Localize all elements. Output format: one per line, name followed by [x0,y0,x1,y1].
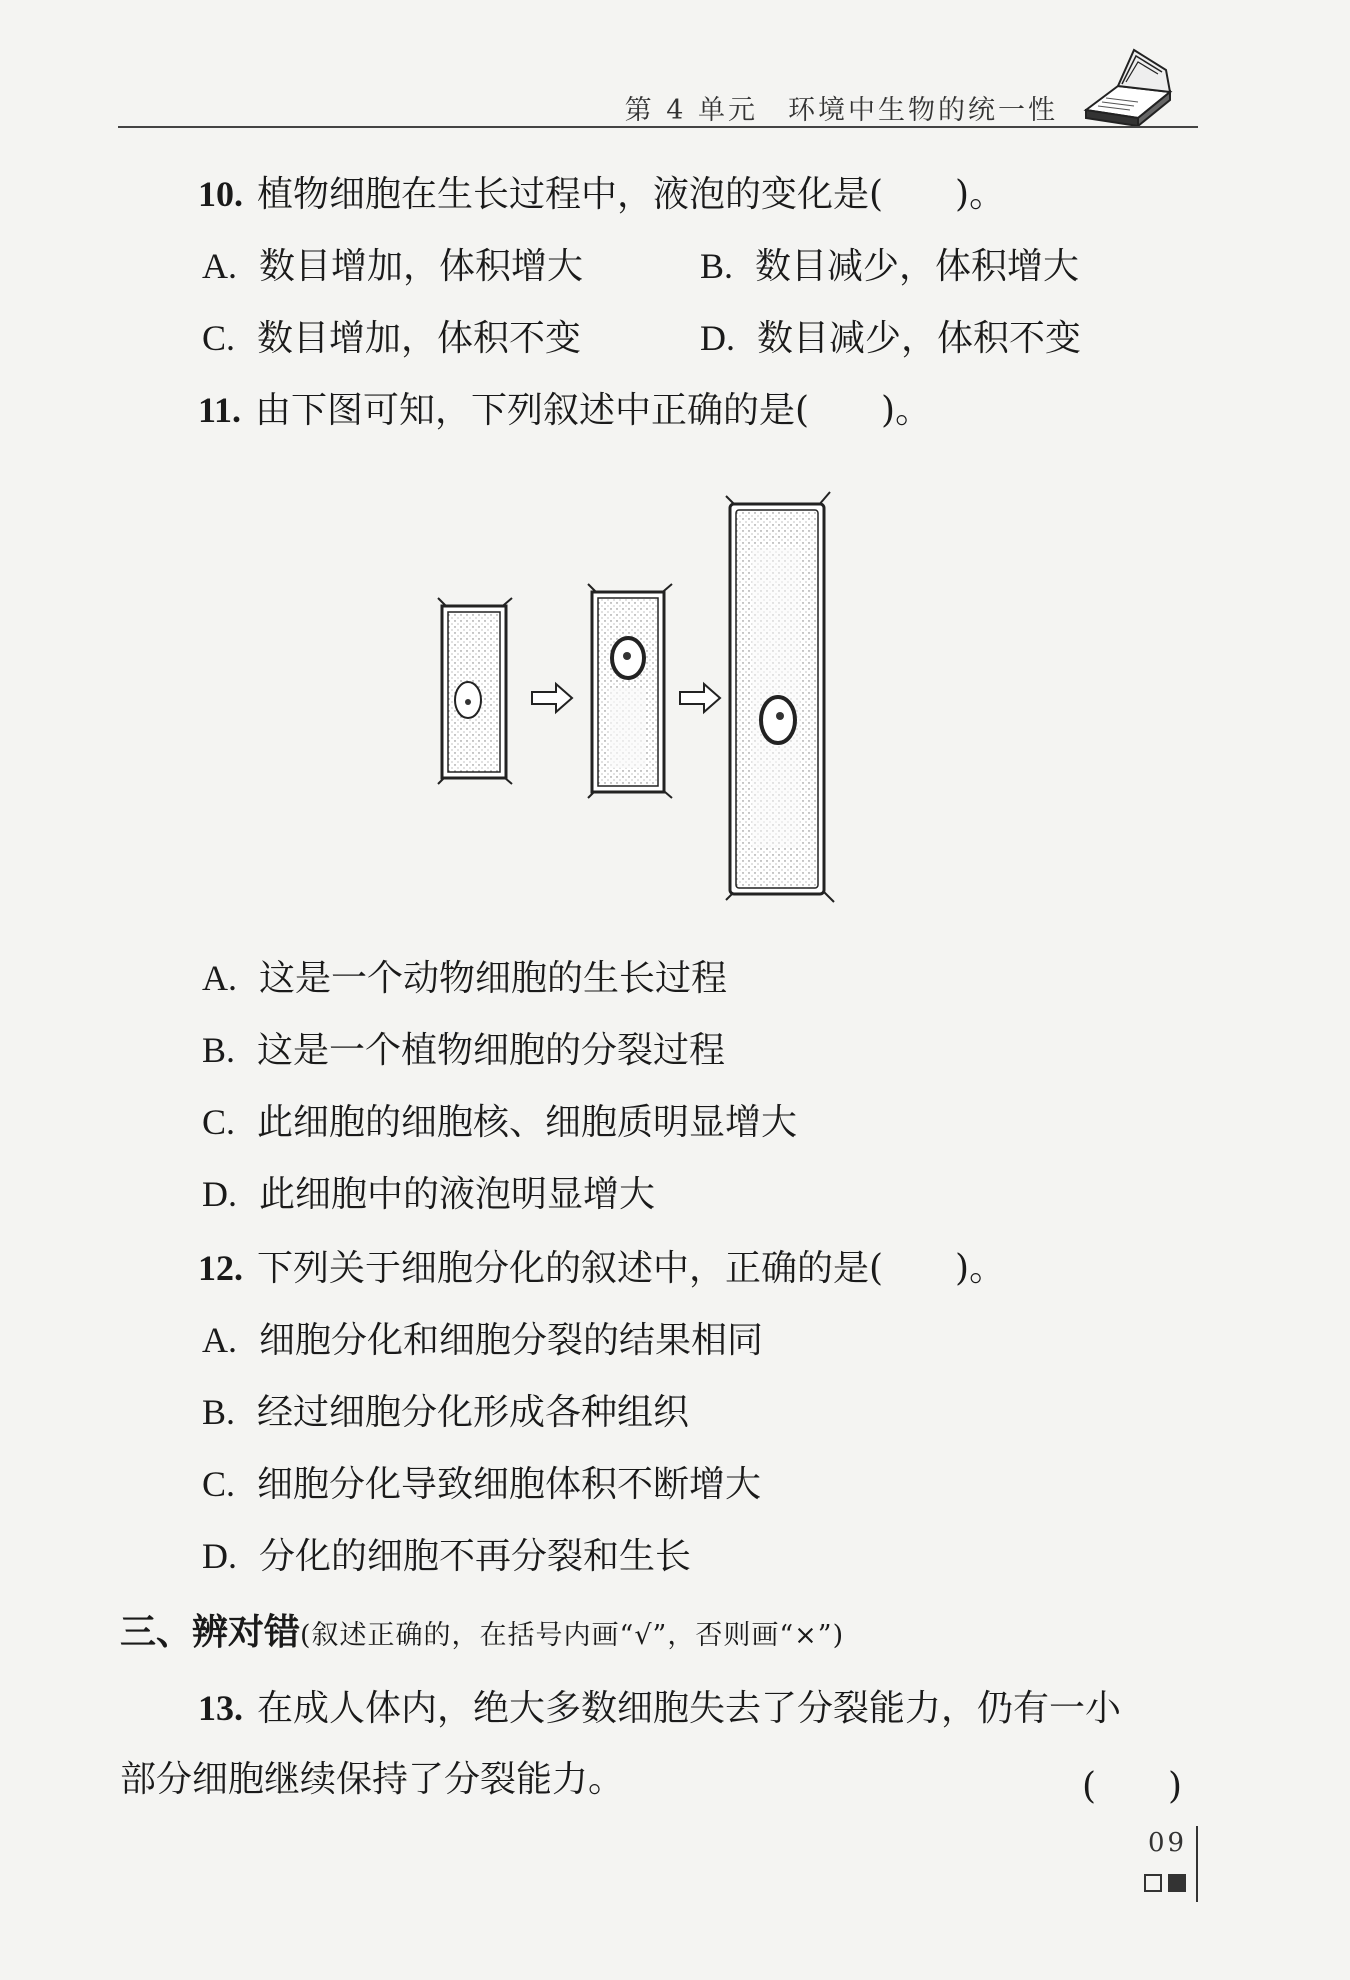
section-note: (叙述正确的，在括号内画“√”，否则画“×”) [300,1620,845,1651]
cell-growth-figure [430,488,900,908]
q11-option-d [202,1172,655,1217]
q11-option-c [202,1100,797,1145]
q10-option-b [700,244,1079,289]
option-text: 数目增加，体积增大 [259,246,584,287]
q12-option-a [202,1318,763,1363]
option-text: 细胞分化导致细胞体积不断增大 [257,1464,762,1505]
q13-line-1 [198,1686,1121,1731]
option-letter: B. [700,246,734,286]
option-text: 数目减少，体积增大 [755,246,1080,287]
option-letter: C. [202,1102,236,1142]
option-letter: B. [202,1392,236,1432]
q11-option-a [202,956,727,1001]
large-cell [726,492,834,902]
q10-number: 10. [198,174,243,214]
book-icon [1078,40,1178,126]
q10-option-d [700,316,1081,361]
option-text: 这是一个动物细胞的生长过程 [259,958,728,999]
header-rule [118,126,1198,128]
option-letter: C. [202,1464,236,1504]
q12-option-c [202,1462,761,1507]
option-text: 此细胞的细胞核、细胞质明显增大 [257,1102,798,1143]
q10-option-a [202,244,583,289]
q13-number: 13. [198,1688,243,1728]
q12-stem: 下列关于细胞分化的叙述中，正确的是( )。 [257,1248,1006,1289]
page-number: 09 [1148,1828,1188,1858]
q11-option-b [202,1028,725,1073]
option-text: 经过细胞分化形成各种组织 [257,1392,690,1433]
q10-option-c [202,316,581,361]
option-letter: A. [202,1320,237,1360]
empty-square-icon [1144,1874,1162,1892]
option-text: 分化的细胞不再分裂和生长 [259,1536,692,1577]
q12-option-b [202,1390,689,1435]
option-letter: D. [202,1536,237,1576]
small-cell [438,598,512,784]
q13-text-1: 在成人体内，绝大多数细胞失去了分裂能力，仍有一小 [257,1688,1122,1729]
q11-stem-line [198,388,931,433]
section-title: 三、辨对错 [120,1611,301,1653]
q12-option-d [202,1534,691,1579]
q10-stem: 植物细胞在生长过程中，液泡的变化是( )。 [257,174,1006,215]
option-letter: B. [202,1030,236,1070]
q11-number: 11. [198,390,242,430]
footer-rule [1196,1826,1198,1902]
q12-stem-line [198,1246,1005,1291]
arrow-1 [532,684,572,712]
option-text: 此细胞中的液泡明显增大 [259,1174,656,1215]
q12-number: 12. [198,1248,243,1288]
option-text: 数目增加，体积不变 [257,318,582,359]
filled-square-icon [1168,1874,1186,1892]
q13-answer-paren[interactable]: ( ) [1082,1766,1183,1807]
option-letter: A. [202,246,237,286]
section-3-heading [120,1610,844,1658]
option-text: 数目减少，体积不变 [757,318,1082,359]
option-text: 这是一个植物细胞的分裂过程 [257,1030,726,1071]
option-text: 细胞分化和细胞分裂的结果相同 [259,1320,764,1361]
arrow-2 [680,684,720,712]
q11-stem: 由下图可知，下列叙述中正确的是( )。 [255,390,932,431]
q13-text-2: 部分细胞继续保持了分裂能力。 [120,1759,625,1800]
unit-title: 第 4 单元 环境中生物的统一性 [624,95,1058,126]
option-letter: A. [202,958,237,998]
q10-stem-line [198,172,1005,217]
page-header [118,40,1198,130]
medium-cell [588,584,672,798]
option-letter: C. [202,318,236,358]
q13-line-2 [120,1758,624,1802]
option-letter: D. [202,1174,237,1214]
option-letter: D. [700,318,735,358]
